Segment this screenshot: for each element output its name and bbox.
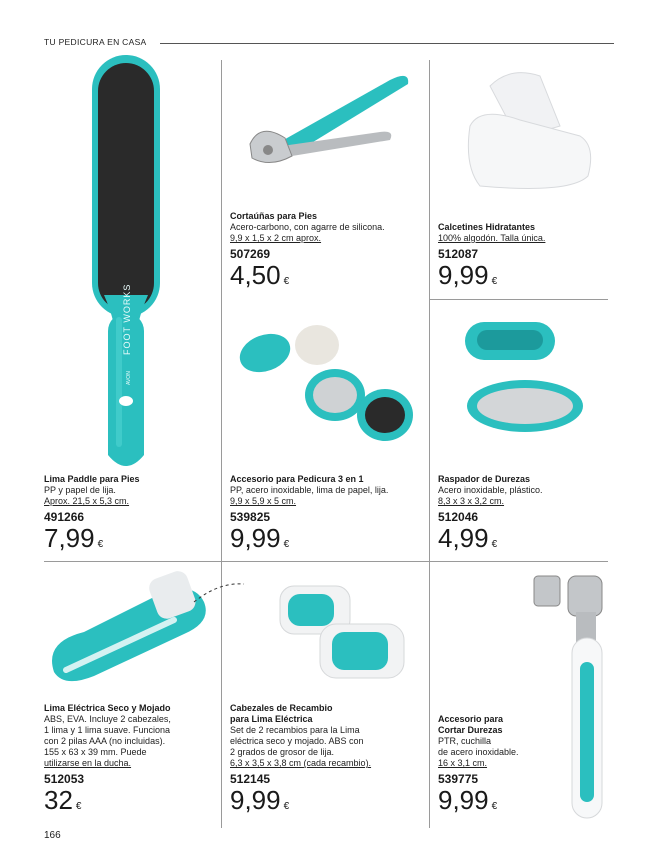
product-price <box>230 786 410 821</box>
callus-cutter-image <box>528 572 608 822</box>
product-price <box>44 524 224 559</box>
currency: € <box>491 539 498 550</box>
price-value: 9,99 <box>438 785 489 815</box>
paddle-file-image <box>86 55 166 480</box>
product-code: 512087 <box>438 247 479 261</box>
product-name-line2: Cortar Durezas <box>438 725 503 735</box>
product-price <box>438 261 618 296</box>
product-name: Lima Eléctrica Seco y Mojado <box>44 703 171 713</box>
product-desc: PP, acero inoxidable, lima de papel, lija. <box>230 485 389 495</box>
price-value: 32 <box>44 785 73 815</box>
product-price <box>438 786 538 821</box>
pedicure-3in1-image <box>235 315 415 450</box>
product-name: Cabezales de Recambio <box>230 703 333 713</box>
product-callus-scraper <box>438 474 618 559</box>
product-desc: PP y papel de lija. <box>44 485 116 495</box>
product-code: 512145 <box>230 772 271 786</box>
currency: € <box>491 801 498 812</box>
product-desc: 1 lima y 1 lima suave. Funciona <box>44 725 171 735</box>
product-desc: Acero inoxidable, plástico. <box>438 485 543 495</box>
product-code: 507269 <box>230 247 271 261</box>
socks-image <box>460 66 600 196</box>
price-value: 9,99 <box>230 523 281 553</box>
nail-clipper-image <box>240 62 415 172</box>
product-code: 512046 <box>438 510 479 524</box>
product-name: Cortaúñas para Pies <box>230 211 318 221</box>
callus-scraper-image <box>455 318 595 438</box>
currency: € <box>75 801 82 812</box>
product-size: 6,3 x 3,5 x 3,8 cm (cada recambio). <box>230 758 372 768</box>
product-note: utilizarse en la ducha. <box>44 758 132 768</box>
section-title: TU PEDICURA EN CASA <box>44 37 147 47</box>
product-price <box>438 524 618 559</box>
product-desc: de acero inoxidable. <box>438 747 519 757</box>
product-code: 539825 <box>230 510 271 524</box>
product-price <box>44 786 224 821</box>
product-price <box>230 261 410 296</box>
product-desc: 155 x 63 x 39 mm. Puede <box>44 747 147 757</box>
price-value: 7,99 <box>44 523 95 553</box>
product-paddle-file <box>44 474 224 559</box>
product-size: 16 x 3,1 cm. <box>438 758 488 768</box>
product-desc: 2 grados de grosor de lija. <box>230 747 335 757</box>
product-code: 491266 <box>44 510 85 524</box>
product-name: Calcetines Hidratantes <box>438 222 536 232</box>
product-desc: 100% algodón. Talla única. <box>438 233 546 243</box>
paddle-sub: AVON <box>126 371 132 385</box>
currency: € <box>283 276 290 287</box>
product-desc: eléctrica seco y mojado. ABS con <box>230 736 364 746</box>
product-replacement-heads <box>230 703 410 821</box>
product-callus-cutter <box>438 714 538 821</box>
product-price <box>230 524 410 559</box>
currency: € <box>97 539 104 550</box>
product-code: 539775 <box>438 772 479 786</box>
product-desc: Set de 2 recambios para la Lima <box>230 725 360 735</box>
product-electric-file <box>44 703 224 821</box>
price-value: 9,99 <box>438 260 489 290</box>
product-size: 9,9 x 1,5 x 2 cm aprox. <box>230 233 322 243</box>
product-name: Accesorio para Pedicura 3 en 1 <box>230 474 364 484</box>
product-desc: Acero-carbono, con agarre de silicona. <box>230 222 385 232</box>
product-size: 8,3 x 3 x 3,2 cm. <box>438 496 505 506</box>
product-code: 512053 <box>44 772 85 786</box>
currency: € <box>491 276 498 287</box>
currency: € <box>283 539 290 550</box>
paddle-brand: FOOT WORKS <box>122 283 132 355</box>
price-value: 4,99 <box>438 523 489 553</box>
row-divider <box>44 561 608 562</box>
currency: € <box>283 801 290 812</box>
header-divider <box>160 43 614 44</box>
price-value: 9,99 <box>230 785 281 815</box>
product-size: Aprox. 21,5 x 5,3 cm. <box>44 496 130 506</box>
price-value: 4,50 <box>230 260 281 290</box>
product-name-line2: para Lima Eléctrica <box>230 714 313 724</box>
product-name: Lima Paddle para Pies <box>44 474 140 484</box>
page-number: 166 <box>44 830 61 841</box>
product-name: Raspador de Durezas <box>438 474 531 484</box>
product-name: Accesorio para <box>438 714 504 724</box>
product-nail-clipper <box>230 211 410 296</box>
product-size: 9,9 x 5,9 x 5 cm. <box>230 496 297 506</box>
row-divider <box>430 299 608 300</box>
product-desc: ABS, EVA. Incluye 2 cabezales, <box>44 714 171 724</box>
column-divider <box>429 60 430 828</box>
product-pedicure-3in1 <box>230 474 410 559</box>
replacement-heads-image <box>260 580 410 685</box>
product-socks <box>438 222 618 296</box>
product-desc: PTR, cuchilla <box>438 736 492 746</box>
electric-file-image <box>44 572 219 687</box>
product-desc: con 2 pilas AAA (no incluidas). <box>44 736 166 746</box>
